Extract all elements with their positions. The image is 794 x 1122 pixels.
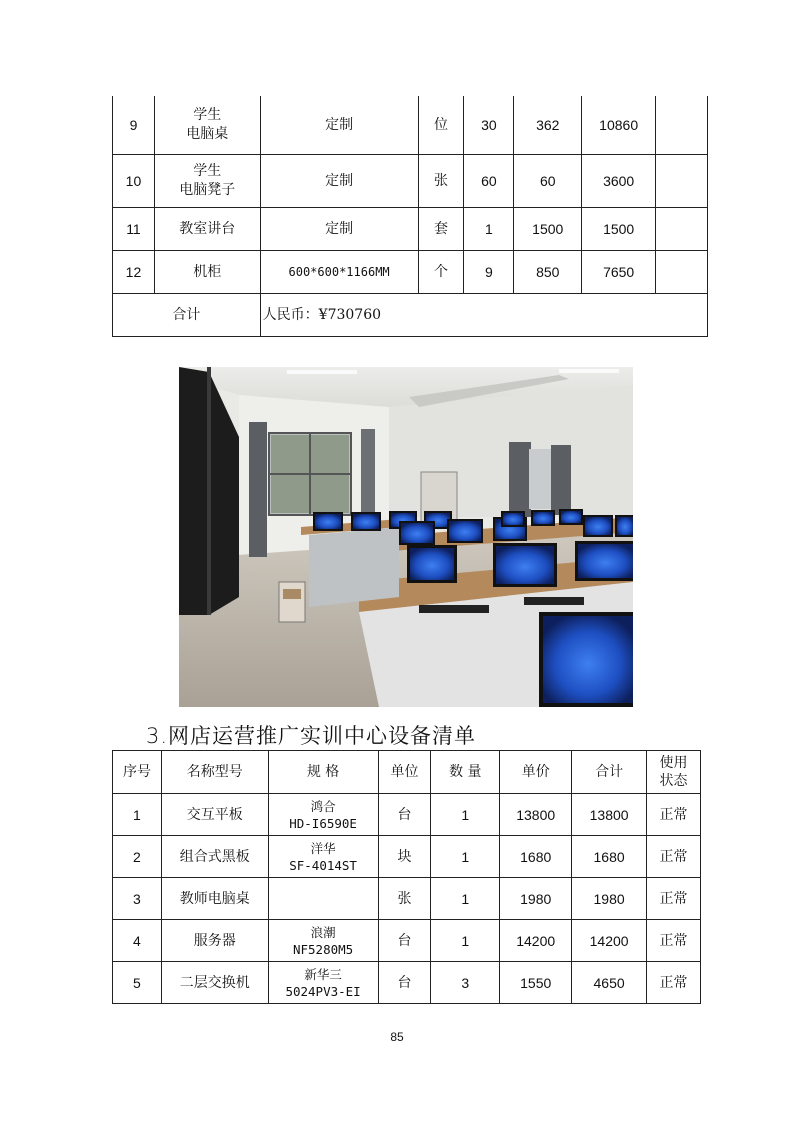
- row-unit: 个: [418, 251, 464, 294]
- row-price: 14200: [500, 920, 572, 962]
- total-label: 合计: [113, 294, 261, 337]
- row-note: [656, 96, 708, 155]
- row-spec: 定制: [260, 96, 418, 155]
- total-value: 人民币：¥730760: [260, 294, 707, 337]
- classroom-photo: [179, 367, 633, 707]
- row-unit: 台: [378, 920, 431, 962]
- row-total: 3600: [582, 155, 656, 208]
- row-total: 7650: [582, 251, 656, 294]
- row-no: 1: [113, 794, 162, 836]
- spec-model: 5024PV3-EI: [285, 983, 361, 999]
- spec-brand: 新华三: [304, 966, 342, 982]
- row-no: 2: [113, 836, 162, 878]
- row-unit: 台: [378, 962, 431, 1004]
- row-spec: 定制: [260, 208, 418, 251]
- row-price: 850: [514, 251, 582, 294]
- header-spec: 规 格: [268, 751, 378, 794]
- header-name: 名称型号: [161, 751, 268, 794]
- table-row: [113, 878, 701, 920]
- row-qty: 3: [431, 962, 500, 1004]
- table-row: [113, 155, 708, 208]
- equipment-table-online-store: [112, 750, 701, 1004]
- row-total: 13800: [572, 794, 647, 836]
- table-row: [113, 920, 701, 962]
- row-qty: 1: [431, 920, 500, 962]
- section-heading: 3.网店运营推广实训中心设备清单: [146, 724, 477, 748]
- row-status: 正常: [647, 962, 701, 1004]
- row-spec: [268, 962, 378, 1004]
- row-spec: [268, 878, 378, 920]
- row-name: 教师电脑桌: [161, 878, 268, 920]
- row-status: 正常: [647, 920, 701, 962]
- row-note: [656, 208, 708, 251]
- row-price: 1550: [500, 962, 572, 1004]
- table-row: [113, 836, 701, 878]
- row-name: 学生 电脑凳子: [154, 155, 260, 208]
- row-spec: 定制: [260, 155, 418, 208]
- row-total: 10860: [582, 96, 656, 155]
- row-unit: 套: [418, 208, 464, 251]
- row-qty: 60: [464, 155, 514, 208]
- header-total: 合计: [572, 751, 647, 794]
- row-qty: 1: [464, 208, 514, 251]
- header-price: 单价: [500, 751, 572, 794]
- row-no: 12: [113, 251, 155, 294]
- row-name: 教室讲台: [154, 208, 260, 251]
- row-no: 4: [113, 920, 162, 962]
- row-unit: 台: [378, 794, 431, 836]
- equipment-table-continued: [112, 96, 708, 337]
- row-name: 学生 电脑桌: [154, 96, 260, 155]
- row-price: 1980: [500, 878, 572, 920]
- row-spec: 600*600*1166MM: [260, 251, 418, 294]
- row-total: 1680: [572, 836, 647, 878]
- row-no: 11: [113, 208, 155, 251]
- table-row: [113, 251, 708, 294]
- row-note: [656, 251, 708, 294]
- header-no: 序号: [113, 751, 162, 794]
- spec-model: HD-I6590E: [289, 815, 357, 831]
- row-price: 13800: [500, 794, 572, 836]
- row-total: 4650: [572, 962, 647, 1004]
- header-unit: 单位: [378, 751, 431, 794]
- table-header-row: [113, 751, 701, 794]
- table-row: [113, 962, 701, 1004]
- header-qty: 数 量: [431, 751, 500, 794]
- total-row: [113, 294, 708, 337]
- row-qty: 9: [464, 251, 514, 294]
- row-name: 机柜: [154, 251, 260, 294]
- row-price: 1680: [500, 836, 572, 878]
- row-status: 正常: [647, 878, 701, 920]
- row-spec: [268, 794, 378, 836]
- row-total: 1500: [582, 208, 656, 251]
- spec-model: SF-4014ST: [289, 857, 357, 873]
- row-status: 正常: [647, 836, 701, 878]
- table-row: [113, 208, 708, 251]
- row-qty: 1: [431, 794, 500, 836]
- spec-brand: 浪潮: [310, 924, 336, 940]
- table-row: [113, 96, 708, 155]
- row-price: 362: [514, 96, 582, 155]
- row-qty: 1: [431, 836, 500, 878]
- spec-brand: 鸿合: [310, 798, 336, 814]
- row-unit: 张: [378, 878, 431, 920]
- row-unit: 张: [418, 155, 464, 208]
- row-no: 3: [113, 878, 162, 920]
- row-total: 14200: [572, 920, 647, 962]
- header-status: 使用 状态: [647, 751, 701, 794]
- row-qty: 1: [431, 878, 500, 920]
- row-name: 二层交换机: [161, 962, 268, 1004]
- table-row: [113, 794, 701, 836]
- row-spec: [268, 836, 378, 878]
- row-name: 服务器: [161, 920, 268, 962]
- spec-brand: 洋华: [310, 840, 336, 856]
- spec-model: NF5280M5: [292, 941, 354, 957]
- row-unit: 位: [418, 96, 464, 155]
- row-name: 组合式黑板: [161, 836, 268, 878]
- row-status: 正常: [647, 794, 701, 836]
- row-no: 10: [113, 155, 155, 208]
- row-price: 60: [514, 155, 582, 208]
- row-no: 9: [113, 96, 155, 155]
- row-total: 1980: [572, 878, 647, 920]
- row-name: 交互平板: [161, 794, 268, 836]
- row-qty: 30: [464, 96, 514, 155]
- row-no: 5: [113, 962, 162, 1004]
- row-unit: 块: [378, 836, 431, 878]
- row-price: 1500: [514, 208, 582, 251]
- page-number: 85: [390, 1030, 404, 1044]
- row-note: [656, 155, 708, 208]
- row-spec: [268, 920, 378, 962]
